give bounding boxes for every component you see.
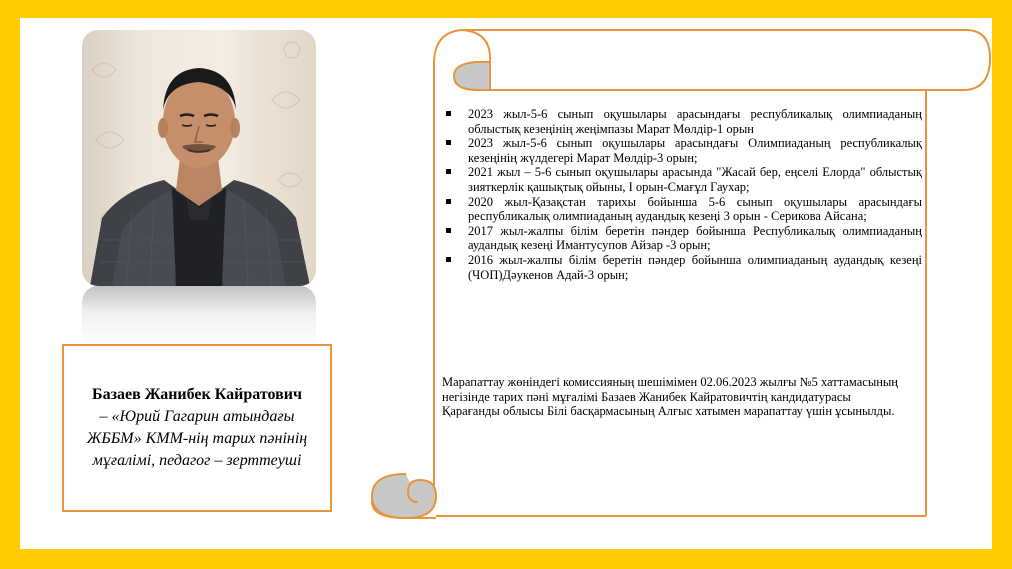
award-paragraph: Марапаттау жөніндегі комиссияның шешімімен 02.06.2023 жылғы №5 хаттамасының негізінде тарих пәні мұғалімі Базаев Жанибек Кайратовичтің кандидатурасы Қарағанды облысы Білі басқармасының Алғыс хатымен марапаттау үшін ұсынылды. [442,375,898,419]
list-item: 2020 жыл-Қазақстан тарихы бойынша 5-6 сынып оқушылары арасындағы республикалық олимпиаданың аудандық кезеңі 3 орын - Серикова Айсана; [446,195,922,224]
list-item: 2023 жыл-5-6 сынып оқушылары арасындағы Олимпиаданың республикалық кезеңінің жүлдегері Марат Мөлдір-3 орын; [446,136,922,165]
list-item: 2016 жыл-жалпы білім беретін пәндер бойынша олимпиаданың аудандық кезеңі (ЧОП)Дәукенов Адай-3 орын; [446,253,922,282]
slide [20,18,992,549]
scroll-banner-icon [20,18,992,549]
list-item: 2023 жыл-5-6 сынып оқушылары арасындағы республикалық олимпиаданың облыстық кезеңінің жеңімпазы Марат Мөлдір-1 орын [446,107,922,136]
list-item: 2017 жыл-жалпы білім беретін пәндер бойынша Республикалық олимпиаданың аудандық кезеңі Имантусупов Айзар -3 орын; [446,224,922,253]
teacher-name: Базаев Жанибек Кайратович [92,386,302,403]
achievements-list [446,107,922,282]
teacher-description: – «Юрий Гагарин атындағы ЖББМ» КММ-нің тарих пәнінің мұғалімі, педагог – зерттеуші [86,408,308,469]
list-item: 2021 жыл – 5-6 сынып оқушылары арасында "Жасай бер, еңселі Елорда" облыстық зияткерлік қашықтық ойыны, I орын-Смағұл Гаухар; [446,165,922,194]
